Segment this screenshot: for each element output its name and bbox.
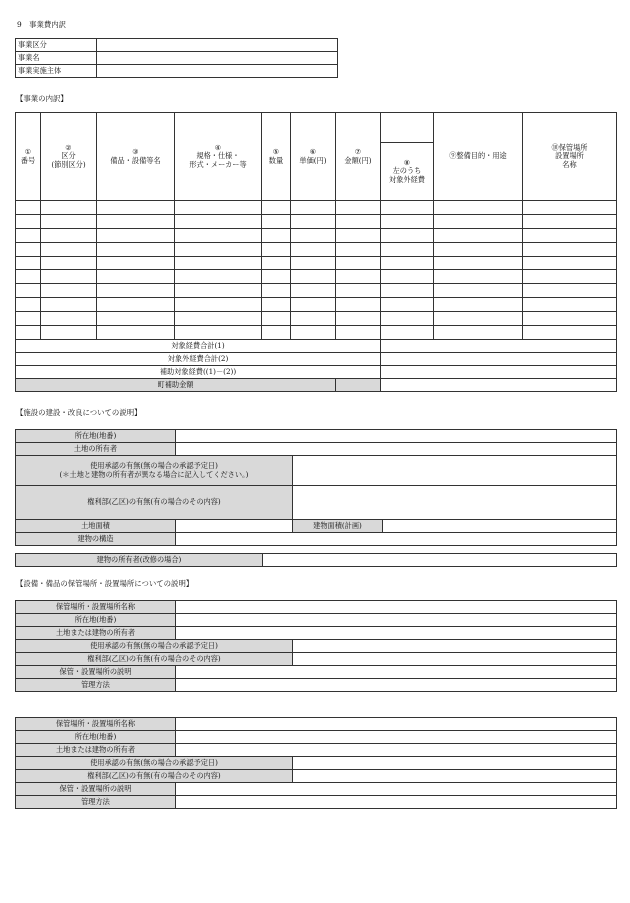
table-cell[interactable] — [262, 214, 291, 228]
header-excluded-expense: ⑧ 左のうち 対象外経費 — [381, 143, 434, 201]
header-blank — [381, 113, 434, 143]
table-row — [16, 312, 617, 326]
label-project-category: 事業区分 — [16, 39, 97, 52]
table-cell[interactable] — [523, 312, 617, 326]
table-cell[interactable] — [16, 256, 41, 270]
table-cell[interactable] — [523, 242, 617, 256]
label-location: 所在地(地番) — [16, 430, 176, 443]
table-cell[interactable] — [175, 256, 262, 270]
equipment-table-2 — [15, 717, 617, 809]
table-row — [16, 298, 617, 312]
table-cell[interactable] — [262, 201, 291, 215]
table-cell[interactable] — [434, 298, 523, 312]
table-cell[interactable] — [175, 228, 262, 242]
label-structure: 建物の構造 — [16, 533, 176, 546]
table-cell[interactable] — [175, 201, 262, 215]
label-consent: 使用承認の有無(無の場合の承認予定日) (＊土地と建物の所有者が異なる場合に記入してください。) — [16, 456, 293, 486]
total-covered-field[interactable] — [381, 339, 617, 352]
label-building-owner: 建物の所有者(改修の場合) — [16, 554, 263, 567]
field-equip-consent[interactable] — [293, 757, 617, 770]
label-place-name: 保管場所・設置場所名称 — [16, 718, 176, 731]
table-cell[interactable] — [97, 201, 175, 215]
table-cell[interactable] — [175, 242, 262, 256]
table-cell[interactable] — [291, 312, 336, 326]
table-cell[interactable] — [41, 214, 97, 228]
table-cell[interactable] — [41, 228, 97, 242]
table-cell[interactable] — [381, 270, 434, 284]
table-cell[interactable] — [175, 326, 262, 340]
header-storage-place: ⑩保管場所 設置場所 名称 — [523, 113, 617, 201]
label-equip-consent: 使用承認の有無(無の場合の承認予定日) — [16, 757, 293, 770]
field-rights[interactable] — [293, 486, 617, 520]
table-cell[interactable] — [175, 214, 262, 228]
table-cell[interactable] — [523, 214, 617, 228]
facility-owner-table — [15, 553, 617, 567]
table-cell[interactable] — [336, 298, 381, 312]
field-equip-location[interactable] — [176, 614, 617, 627]
project-info-table — [15, 38, 338, 78]
table-cell[interactable] — [262, 312, 291, 326]
label-equip-location: 所在地(地番) — [16, 731, 176, 744]
header-purpose: ⑨整備目的・用途 — [434, 113, 523, 201]
table-cell[interactable] — [41, 242, 97, 256]
table-cell[interactable] — [336, 270, 381, 284]
label-equip-location: 所在地(地番) — [16, 614, 176, 627]
table-cell[interactable] — [16, 284, 41, 298]
header-number: ① 番号 — [16, 113, 41, 201]
table-row — [16, 270, 617, 284]
table-cell[interactable] — [291, 270, 336, 284]
table-cell[interactable] — [336, 256, 381, 270]
field-equip-rights[interactable] — [293, 653, 617, 666]
table-cell[interactable] — [434, 270, 523, 284]
table-cell[interactable] — [523, 326, 617, 340]
table-cell[interactable] — [381, 201, 434, 215]
table-cell[interactable] — [41, 270, 97, 284]
table-row — [16, 242, 617, 256]
table-cell[interactable] — [381, 256, 434, 270]
field-structure[interactable] — [176, 533, 617, 546]
table-cell[interactable] — [16, 201, 41, 215]
label-equip-rights: 権利部(乙区)の有無(有の場合のその内容) — [16, 770, 293, 783]
table-cell[interactable] — [291, 242, 336, 256]
field-equip-rights[interactable] — [293, 770, 617, 783]
table-cell[interactable] — [434, 284, 523, 298]
label-land-area: 土地面積 — [16, 520, 176, 533]
field-equip-owner[interactable] — [176, 744, 617, 757]
label-place-name: 保管場所・設置場所名称 — [16, 601, 176, 614]
table-cell[interactable] — [336, 214, 381, 228]
table-cell[interactable] — [175, 312, 262, 326]
table-cell[interactable] — [523, 228, 617, 242]
table-cell[interactable] — [336, 228, 381, 242]
table-row — [16, 228, 617, 242]
table-cell[interactable] — [523, 298, 617, 312]
table-cell[interactable] — [381, 242, 434, 256]
table-cell[interactable] — [262, 242, 291, 256]
table-cell[interactable] — [262, 326, 291, 340]
table-cell[interactable] — [291, 298, 336, 312]
header-quantity: ⑤ 数量 — [262, 113, 291, 201]
label-equip-management: 管理方法 — [16, 796, 176, 809]
field-equip-description[interactable] — [176, 783, 617, 796]
table-cell[interactable] — [523, 201, 617, 215]
expense-detail-table — [15, 112, 617, 392]
table-cell[interactable] — [434, 242, 523, 256]
table-cell[interactable] — [523, 256, 617, 270]
table-cell[interactable] — [523, 284, 617, 298]
table-cell[interactable] — [434, 228, 523, 242]
label-equip-description: 保管・設置場所の説明 — [16, 783, 176, 796]
field-equip-description[interactable] — [176, 666, 617, 679]
table-cell[interactable] — [16, 326, 41, 340]
field-project-category[interactable] — [97, 39, 338, 52]
field-place-name[interactable] — [176, 601, 617, 614]
table-cell[interactable] — [175, 284, 262, 298]
table-cell[interactable] — [291, 214, 336, 228]
subsidy-target-field[interactable] — [381, 365, 617, 378]
table-cell[interactable] — [16, 312, 41, 326]
field-project-name[interactable] — [97, 52, 338, 65]
town-subsidy-field[interactable] — [381, 378, 617, 391]
table-cell[interactable] — [97, 284, 175, 298]
field-equip-management[interactable] — [176, 679, 617, 692]
label-equip-rights: 権利部(乙区)の有無(有の場合のその内容) — [16, 653, 293, 666]
table-cell[interactable] — [97, 256, 175, 270]
table-row — [16, 326, 617, 340]
table-cell[interactable] — [16, 228, 41, 242]
table-row — [16, 256, 617, 270]
label-equip-owner: 土地または建物の所有者 — [16, 627, 176, 640]
header-equipment-name: ③ 備品・設備等名 — [97, 113, 175, 201]
table-cell[interactable] — [291, 326, 336, 340]
table-cell[interactable] — [381, 214, 434, 228]
table-cell[interactable] — [41, 312, 97, 326]
equipment-table-1 — [15, 600, 617, 692]
table-cell[interactable] — [97, 214, 175, 228]
table-cell[interactable] — [41, 256, 97, 270]
table-row — [16, 214, 617, 228]
town-subsidy-label: 町補助金額 — [16, 378, 336, 391]
table-cell[interactable] — [262, 256, 291, 270]
total-covered-label: 対象経費合計(1) — [16, 339, 381, 352]
field-equip-location[interactable] — [176, 731, 617, 744]
table-row — [16, 201, 617, 215]
table-cell[interactable] — [434, 201, 523, 215]
table-cell[interactable] — [97, 312, 175, 326]
table-cell[interactable] — [434, 312, 523, 326]
table-cell[interactable] — [97, 326, 175, 340]
label-building-area: 建物面積(計画) — [293, 520, 383, 533]
label-project-name: 事業名 — [16, 52, 97, 65]
field-consent[interactable] — [293, 456, 617, 486]
table-cell[interactable] — [97, 298, 175, 312]
table-cell[interactable] — [262, 270, 291, 284]
field-building-area[interactable] — [383, 520, 617, 533]
detail-heading: 【事業の内訳】 — [16, 94, 68, 103]
table-cell[interactable] — [336, 284, 381, 298]
field-location[interactable] — [176, 430, 617, 443]
table-cell[interactable] — [336, 201, 381, 215]
table-cell[interactable] — [16, 214, 41, 228]
label-equip-owner: 土地または建物の所有者 — [16, 744, 176, 757]
field-land-owner[interactable] — [176, 443, 617, 456]
table-cell[interactable] — [41, 201, 97, 215]
table-row — [16, 284, 617, 298]
table-cell[interactable] — [16, 298, 41, 312]
table-cell[interactable] — [291, 201, 336, 215]
table-cell[interactable] — [262, 284, 291, 298]
table-cell[interactable] — [434, 256, 523, 270]
table-cell[interactable] — [336, 312, 381, 326]
table-cell[interactable] — [262, 228, 291, 242]
table-cell[interactable] — [336, 326, 381, 340]
subsidy-target-label: 補助対象経費((1)－(2)) — [16, 365, 381, 378]
facility-table — [15, 429, 617, 546]
field-equip-consent[interactable] — [293, 640, 617, 653]
town-subsidy-shade — [336, 378, 381, 391]
table-cell[interactable] — [336, 242, 381, 256]
label-land-owner: 土地の所有者 — [16, 443, 176, 456]
table-cell[interactable] — [381, 326, 434, 340]
table-cell[interactable] — [523, 270, 617, 284]
table-cell[interactable] — [41, 284, 97, 298]
label-equip-description: 保管・設置場所の説明 — [16, 666, 176, 679]
table-cell[interactable] — [175, 298, 262, 312]
table-cell[interactable] — [97, 228, 175, 242]
facility-heading: 【施設の建設・改良についての説明】 — [16, 408, 142, 417]
table-cell[interactable] — [434, 214, 523, 228]
label-equip-management: 管理方法 — [16, 679, 176, 692]
field-place-name[interactable] — [176, 718, 617, 731]
field-building-owner[interactable] — [263, 554, 617, 567]
header-category: ② 区分 (節別区分) — [41, 113, 97, 201]
equipment-heading: 【設備・備品の保管場所・設置場所についての説明】 — [16, 579, 194, 588]
table-cell[interactable] — [381, 228, 434, 242]
table-cell[interactable] — [41, 326, 97, 340]
header-amount: ⑦ 金額(円) — [336, 113, 381, 201]
table-cell[interactable] — [434, 326, 523, 340]
total-not-covered-field[interactable] — [381, 352, 617, 365]
table-cell[interactable] — [97, 242, 175, 256]
table-cell[interactable] — [381, 284, 434, 298]
table-cell[interactable] — [16, 242, 41, 256]
header-unit-price: ⑥ 単価(円) — [291, 113, 336, 201]
table-cell[interactable] — [291, 228, 336, 242]
table-cell[interactable] — [41, 298, 97, 312]
table-cell[interactable] — [291, 256, 336, 270]
table-cell[interactable] — [381, 298, 434, 312]
header-specification: ④ 規格・仕様・ 形式・メーカー等 — [175, 113, 262, 201]
table-cell[interactable] — [262, 298, 291, 312]
field-implementing-body[interactable] — [97, 65, 338, 78]
total-not-covered-label: 対象外経費合計(2) — [16, 352, 381, 365]
section-title: 9 事業費内訳 — [17, 20, 67, 29]
table-cell[interactable] — [291, 284, 336, 298]
table-cell[interactable] — [175, 270, 262, 284]
label-implementing-body: 事業実施主体 — [16, 65, 97, 78]
table-cell[interactable] — [97, 270, 175, 284]
field-equip-management[interactable] — [176, 796, 617, 809]
table-cell[interactable] — [16, 270, 41, 284]
field-land-area[interactable] — [176, 520, 293, 533]
label-rights: 権利部(乙区)の有無(有の場合のその内容) — [16, 486, 293, 520]
table-cell[interactable] — [381, 312, 434, 326]
label-equip-consent: 使用承認の有無(無の場合の承認予定日) — [16, 640, 293, 653]
field-equip-owner[interactable] — [176, 627, 617, 640]
